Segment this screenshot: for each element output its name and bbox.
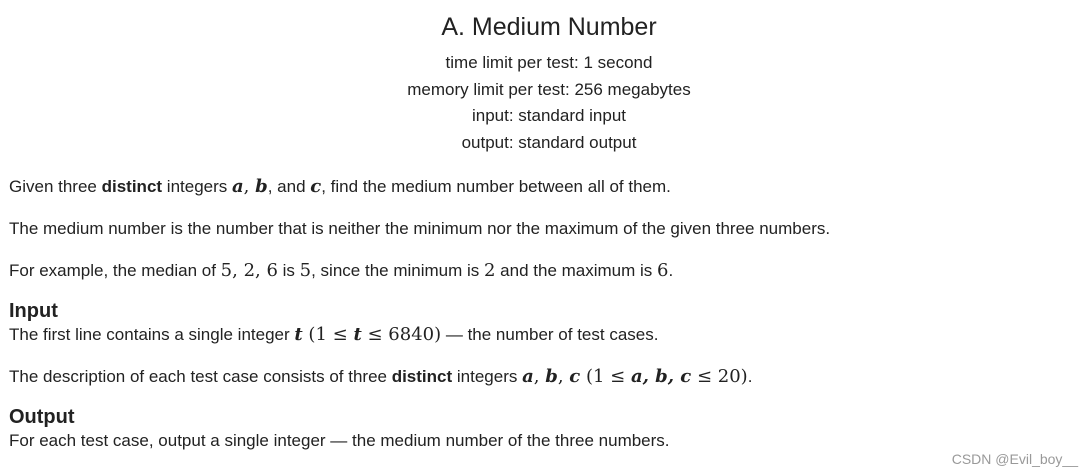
math-numbers: 5, 2, 6: [220, 260, 278, 281]
math-var-t: t: [294, 324, 303, 345]
input-paragraph-2: [9, 364, 1069, 390]
input-paragraph-1: [9, 322, 1069, 348]
math-var-c: c: [310, 176, 322, 197]
input-section-title: Input: [9, 300, 58, 322]
math-min: 2: [484, 260, 496, 281]
math-constraint-close: ≤ 6840): [361, 324, 442, 345]
time-limit: time limit per test: 1 second: [445, 53, 653, 72]
text: integers: [162, 177, 232, 196]
output-spec: output: standard output: [461, 132, 637, 152]
math-constraint-close: ≤ 20): [691, 366, 748, 387]
bold-text: distinct: [391, 367, 453, 386]
math-var-c: c: [569, 366, 581, 387]
text: .: [668, 261, 674, 280]
text: , and: [267, 177, 311, 196]
math-var-b: b: [255, 176, 268, 197]
watermark: CSDN @Evil_boy__: [951, 451, 1078, 467]
memory-limit: memory limit per test: 256 megabytes: [407, 79, 691, 99]
problem-title: A. Medium Number: [441, 13, 657, 41]
math-max: 6: [657, 260, 669, 281]
text: The description of each test case consists of three: [9, 367, 392, 386]
math-constraint-open: (1 ≤: [580, 366, 631, 387]
text: For example, the median of: [9, 261, 221, 280]
text: .: [747, 367, 753, 386]
problem-statement: [9, 174, 1069, 470]
statement-paragraph-1: [9, 174, 1069, 200]
text: , since the minimum is: [311, 261, 484, 280]
math-var-a: a: [232, 176, 244, 197]
math-constraint-open: (1 ≤: [302, 324, 354, 345]
text: is: [277, 261, 300, 280]
bold-text: distinct: [101, 177, 163, 196]
statement-paragraph-2: The medium number is the number that is neither the minimum nor the maximum of the given three numbers.: [9, 219, 831, 238]
text: The first line contains a single integer: [9, 325, 295, 344]
math-comma: ,: [533, 366, 546, 387]
output-paragraph-1: For each test case, output a single integer — the medium number of the three numbers.: [9, 431, 670, 450]
text: integers: [452, 367, 523, 386]
math-median: 5: [299, 260, 312, 281]
statement-paragraph-3: [9, 258, 1069, 284]
text: , find the medium number between all of them.: [321, 177, 671, 196]
text: Given three: [9, 177, 102, 196]
input-spec: input: standard input: [471, 106, 627, 125]
math-var-b: b: [545, 366, 558, 387]
math-comma: ,: [557, 366, 570, 387]
math-vars-abc: a, b, c: [630, 366, 692, 387]
problem-header: [0, 10, 1092, 156]
output-section-title: Output: [9, 406, 75, 428]
text: — the number of test cases.: [441, 325, 659, 344]
math-var-t: t: [353, 324, 362, 345]
math-comma: ,: [243, 176, 256, 197]
math-var-a: a: [522, 366, 534, 387]
text: and the maximum is: [495, 261, 658, 280]
